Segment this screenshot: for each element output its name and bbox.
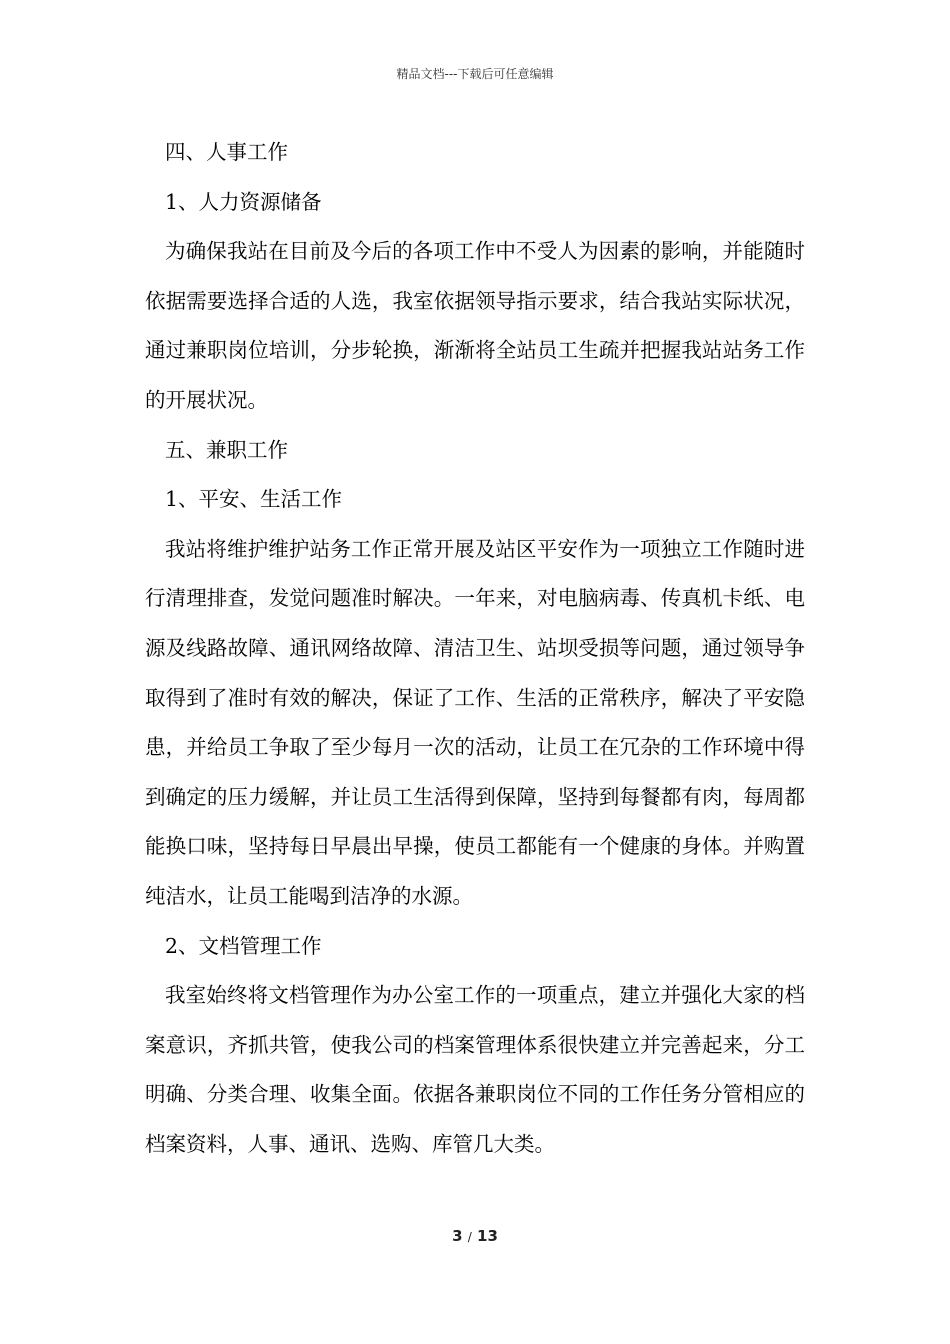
total-pages-number: 13 — [477, 1227, 498, 1245]
subsection-heading-safety-life: 1、平安、生活工作 — [165, 487, 343, 512]
subsection-heading-hr-reserve: 1、人力资源储备 — [165, 189, 322, 214]
paragraph-archives: 我室始终将文档管理作为办公室工作的一项重点，建立并强化大家的档案意识，齐抓共管，使我公司的档案管理体系很快建立并完善起来，分工明确、分类合理、收集全面。依据各兼职岗位不同的工作任务分管相应的档案资料，人事、通讯、选购、库管几大类。 — [145, 983, 805, 1156]
page-number — [0, 1226, 950, 1247]
document-body — [145, 128, 805, 1169]
current-page-number: 3 — [452, 1227, 463, 1245]
page-separator: / — [467, 1230, 472, 1244]
paragraph-hr-reserve: 为确保我站在目前及今后的各项工作中不受人为因素的影响，并能随时依据需要选择合适的人选，我室依据领导指示要求，结合我站实际状况，通过兼职岗位培训，分步轮换，渐渐将全站员工生疏并把握我站站务工作的开展状况。 — [145, 239, 805, 412]
subsection-heading-archives: 2、文档管理工作 — [165, 933, 322, 958]
page-header: 精品文档---下载后可任意编辑 — [396, 67, 554, 81]
section-heading-parttime: 五、兼职工作 — [165, 437, 288, 462]
section-heading-personnel: 四、人事工作 — [165, 140, 288, 164]
paragraph-safety-life: 我站将维护维护站务工作正常开展及站区平安作为一项独立工作随时进行清理排查，发觉问题准时解决。一年来，对电脑病毒、传真机卡纸、电源及线路故障、通讯网络故障、清洁卫生、站坝受损等问题，通过领导争取得到了准时有效的解决，保证了工作、生活的正常秩序，解决了平安隐患，并给员工争取了至少每月一次的活动，让员工在冗杂的工作环境中得到确定的压力缓解，并让员工生活得到保障，坚持到每餐都有肉，每周都能换口味，坚持每日早晨出早操，使员工都能有一个健康的身体。并购置纯洁水，让员工能喝到洁净的水源。 — [145, 536, 805, 908]
